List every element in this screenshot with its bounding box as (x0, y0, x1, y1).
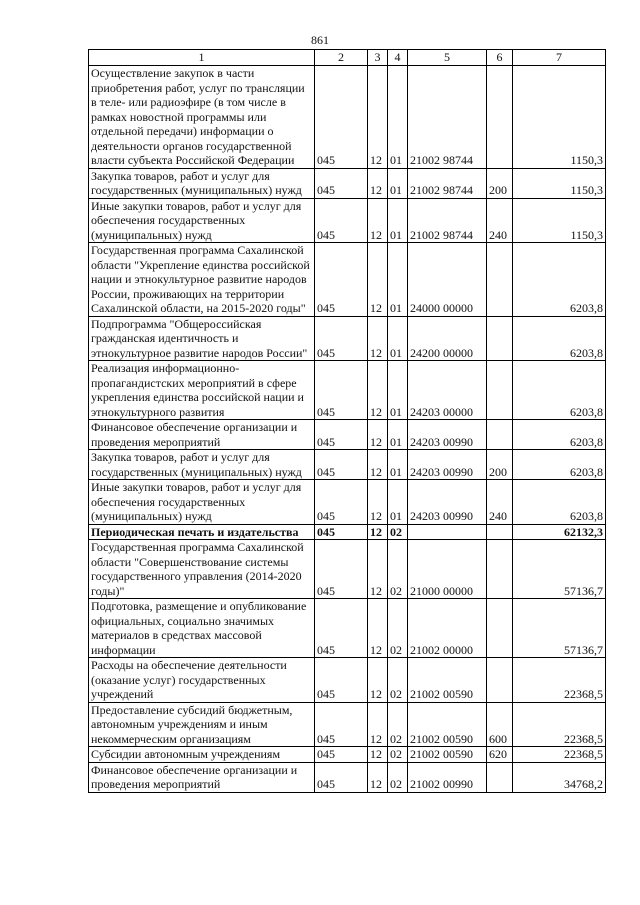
row-section-cell: 12 (368, 762, 388, 792)
row-target-cell: 21002 00000 (408, 599, 487, 658)
column-header: 6 (487, 50, 513, 66)
row-type-cell (487, 243, 513, 317)
row-amount-cell: 22368,5 (513, 747, 606, 763)
row-code-cell: 045 (315, 524, 368, 540)
row-type-cell: 600 (487, 702, 513, 747)
row-name-cell (89, 480, 315, 525)
row-name-cell (89, 702, 315, 747)
row-type-cell (487, 762, 513, 792)
row-code-cell: 045 (315, 540, 368, 599)
row-code-cell: 045 (315, 316, 368, 361)
row-subsection-cell: 02 (388, 540, 408, 599)
row-amount-cell: 34768,2 (513, 762, 606, 792)
table-row (89, 361, 606, 420)
row-name-text: Реализация информационно-пропагандистских мероприятий в сфере укрепления единства российской нации и этнокультурного развития (91, 361, 304, 419)
row-subsection-cell: 01 (388, 198, 408, 243)
row-target-cell: 24203 00990 (408, 420, 487, 450)
row-target-cell (408, 524, 487, 540)
row-amount-cell: 22368,5 (513, 702, 606, 747)
table-row (89, 762, 606, 792)
row-section-cell: 12 (368, 599, 388, 658)
row-code-cell: 045 (315, 747, 368, 763)
row-name-cell (89, 658, 315, 703)
row-target-cell: 21002 98744 (408, 168, 487, 198)
row-subsection-cell: 01 (388, 361, 408, 420)
row-type-cell (487, 420, 513, 450)
row-section-cell: 12 (368, 420, 388, 450)
row-code-cell: 045 (315, 66, 368, 169)
row-target-cell: 21002 98744 (408, 66, 487, 169)
table-row (89, 198, 606, 243)
row-amount-cell: 6203,8 (513, 361, 606, 420)
row-name-text: Государственная программа Сахалинской области "Совершенствование системы государственного управления (2014-2020 годы)" (91, 540, 304, 598)
row-name-text: Иные закупки товаров, работ и услуг для обеспечения государственных (муниципальных) нужд (91, 198, 302, 242)
row-amount-cell: 1150,3 (513, 66, 606, 169)
row-name-cell (89, 168, 315, 198)
row-target-cell: 21002 00590 (408, 747, 487, 763)
table-row (89, 658, 606, 703)
row-type-cell: 200 (487, 450, 513, 480)
row-subsection-cell: 02 (388, 658, 408, 703)
page-number: 861 (311, 33, 329, 47)
row-name-cell (89, 361, 315, 420)
row-type-cell: 240 (487, 198, 513, 243)
column-header: 5 (408, 50, 487, 66)
column-header: 1 (89, 50, 315, 66)
row-code-cell: 045 (315, 198, 368, 243)
table-row (89, 168, 606, 198)
row-name-cell (89, 198, 315, 243)
column-header: 3 (368, 50, 388, 66)
row-code-cell: 045 (315, 420, 368, 450)
row-code-cell: 045 (315, 168, 368, 198)
row-name-cell (89, 540, 315, 599)
row-code-cell: 045 (315, 480, 368, 525)
row-subsection-cell: 02 (388, 524, 408, 540)
row-name-text: Предоставление субсидий бюджетным, автономным учреждениям и иным некоммерческим организациям (91, 702, 293, 746)
row-section-cell: 12 (368, 198, 388, 243)
table-row (89, 702, 606, 747)
row-name-cell (89, 66, 315, 169)
row-section-cell: 12 (368, 66, 388, 169)
row-code-cell: 045 (315, 243, 368, 317)
row-amount-cell: 6203,8 (513, 450, 606, 480)
row-subsection-cell: 02 (388, 599, 408, 658)
row-section-cell: 12 (368, 658, 388, 703)
row-section-cell: 12 (368, 540, 388, 599)
row-name-cell (89, 762, 315, 792)
row-name-text: Расходы на обеспечение деятельности (оказание услуг) государственных учреждений (91, 658, 287, 701)
row-section-cell: 12 (368, 524, 388, 540)
row-section-cell: 12 (368, 747, 388, 763)
table-row (89, 243, 606, 317)
row-section-cell: 12 (368, 243, 388, 317)
row-name-text: Подготовка, размещение и опубликование официальных, социально значимых материалов в средствах массовой информации (91, 599, 307, 657)
row-code-cell: 045 (315, 762, 368, 792)
row-subsection-cell: 01 (388, 450, 408, 480)
column-header: 7 (513, 50, 606, 66)
row-name-text: Финансовое обеспечение организации и проведения мероприятий (91, 420, 298, 449)
row-subsection-cell: 01 (388, 480, 408, 525)
row-target-cell: 21002 00590 (408, 658, 487, 703)
row-type-cell: 620 (487, 747, 513, 763)
row-type-cell (487, 66, 513, 169)
row-name-cell (89, 524, 315, 540)
row-target-cell: 21002 98744 (408, 198, 487, 243)
row-target-cell: 24203 00000 (408, 361, 487, 420)
row-subsection-cell: 02 (388, 762, 408, 792)
row-name-text: Закупка товаров, работ и услуг для государственных (муниципальных) нужд (91, 168, 302, 197)
row-amount-cell: 57136,7 (513, 599, 606, 658)
row-type-cell (487, 658, 513, 703)
row-type-cell (487, 524, 513, 540)
row-name-text: Финансовое обеспечение организации и проведения мероприятий (91, 762, 298, 791)
row-target-cell: 21002 00590 (408, 702, 487, 747)
row-target-cell: 21002 00990 (408, 762, 487, 792)
row-section-cell: 12 (368, 450, 388, 480)
row-name-text: Государственная программа Сахалинской области "Укрепление единства российской нации и этнокультурное развитие народов России, проживающих на территории Сахалинской области, на 2015-2020 годы" (91, 243, 310, 315)
row-amount-cell: 62132,3 (513, 524, 606, 540)
row-subsection-cell: 01 (388, 316, 408, 361)
row-type-cell (487, 361, 513, 420)
row-amount-cell: 22368,5 (513, 658, 606, 703)
row-amount-cell: 6203,8 (513, 480, 606, 525)
row-name-text: Подпрограмма "Общероссийская гражданская идентичность и этнокультурное развитие народов России" (91, 316, 308, 360)
row-amount-cell: 57136,7 (513, 540, 606, 599)
row-type-cell: 200 (487, 168, 513, 198)
row-code-cell: 045 (315, 702, 368, 747)
row-name-text: Осуществление закупок в части приобретения работ, услуг по трансляции в теле- или радиоэфире (в том числе в рамках новостной программы или отдельной передачи) информации о деятельности органов государственной власти субъекта Российской Федерации (91, 66, 305, 167)
table-row (89, 66, 606, 169)
row-amount-cell: 6203,8 (513, 316, 606, 361)
row-subsection-cell: 01 (388, 168, 408, 198)
table-header-row (89, 50, 606, 66)
row-type-cell (487, 540, 513, 599)
row-name-cell (89, 599, 315, 658)
table-row (89, 450, 606, 480)
row-name-text: Периодическая печать и издательства (91, 524, 299, 539)
row-type-cell: 240 (487, 480, 513, 525)
row-code-cell: 045 (315, 361, 368, 420)
row-name-cell (89, 243, 315, 317)
row-target-cell: 24200 00000 (408, 316, 487, 361)
table-row (89, 480, 606, 525)
table-row (89, 540, 606, 599)
row-target-cell: 24000 00000 (408, 243, 487, 317)
row-subsection-cell: 01 (388, 420, 408, 450)
row-section-cell: 12 (368, 316, 388, 361)
row-target-cell: 24203 00990 (408, 450, 487, 480)
row-name-text: Закупка товаров, работ и услуг для государственных (муниципальных) нужд (91, 450, 302, 479)
row-code-cell: 045 (315, 658, 368, 703)
row-section-cell: 12 (368, 480, 388, 525)
column-header: 2 (315, 50, 368, 66)
row-amount-cell: 6203,8 (513, 420, 606, 450)
row-amount-cell: 1150,3 (513, 168, 606, 198)
row-section-cell: 12 (368, 168, 388, 198)
table-row (89, 747, 606, 763)
row-name-text: Субсидии автономным учреждениям (91, 747, 281, 761)
table-row (89, 524, 606, 540)
row-target-cell: 21000 00000 (408, 540, 487, 599)
row-code-cell: 045 (315, 599, 368, 658)
budget-table (88, 49, 606, 793)
row-name-text: Иные закупки товаров, работ и услуг для обеспечения государственных (муниципальных) нужд (91, 480, 302, 523)
row-section-cell: 12 (368, 361, 388, 420)
row-name-cell (89, 316, 315, 361)
row-amount-cell: 1150,3 (513, 198, 606, 243)
table-row (89, 599, 606, 658)
column-header: 4 (388, 50, 408, 66)
table-row (89, 420, 606, 450)
row-name-cell (89, 747, 315, 763)
row-subsection-cell: 01 (388, 66, 408, 169)
row-subsection-cell: 02 (388, 747, 408, 763)
row-code-cell: 045 (315, 450, 368, 480)
row-target-cell: 24203 00990 (408, 480, 487, 525)
row-name-cell (89, 450, 315, 480)
table-row (89, 316, 606, 361)
row-type-cell (487, 316, 513, 361)
row-amount-cell: 6203,8 (513, 243, 606, 317)
row-type-cell (487, 599, 513, 658)
row-subsection-cell: 01 (388, 243, 408, 317)
row-subsection-cell: 02 (388, 702, 408, 747)
row-name-cell (89, 420, 315, 450)
row-section-cell: 12 (368, 702, 388, 747)
